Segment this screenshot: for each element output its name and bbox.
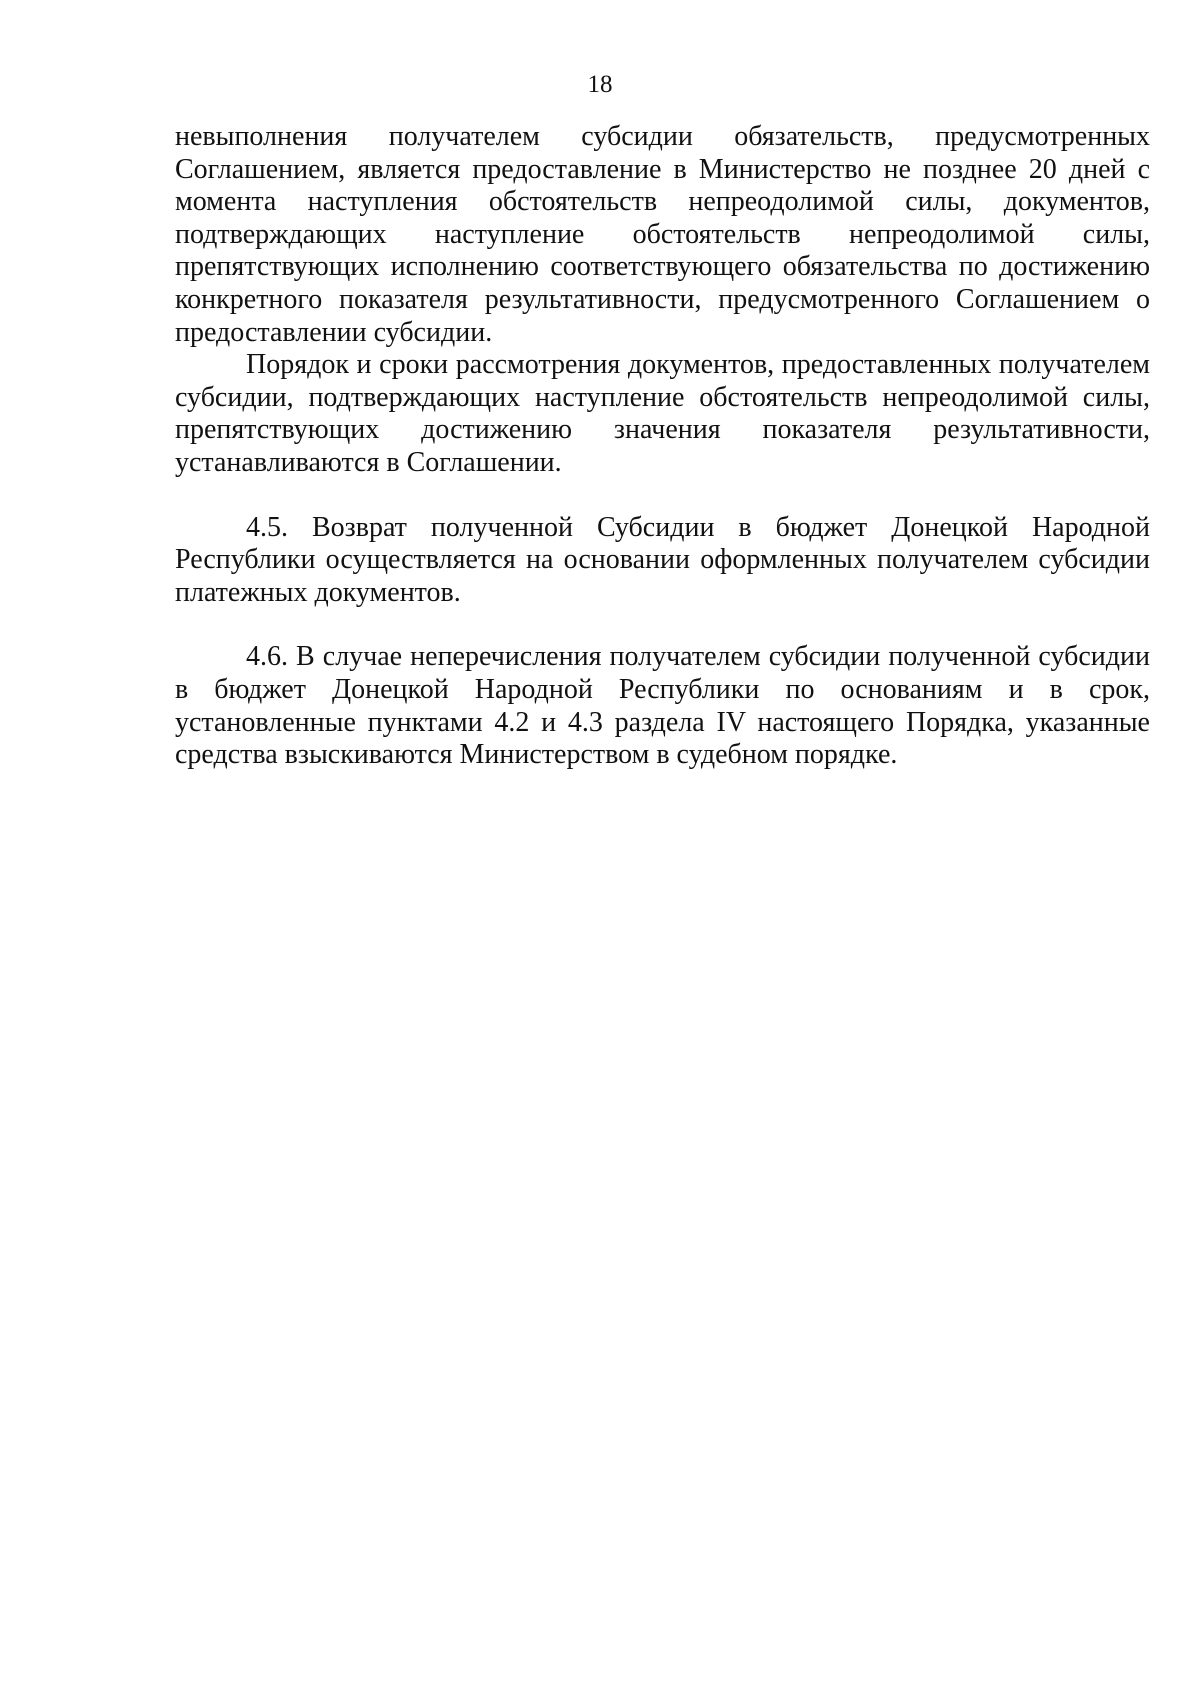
paragraph-4-5: 4.5. Возврат полученной Субсидии в бюджет Донецкой Народной Республики осуществляется на основании оформленных получателем субсидии платежных документов.: [175, 511, 1150, 608]
paragraph-4-6: 4.6. В случае неперечисления получателем субсидии полученной субсидии в бюджет Донецкой Народной Республики по основаниям и в срок, установленные пунктами 4.2 и 4.3 раздела IV настоящего Порядка, указанные средства взыскиваются Министерством в судебном порядке.: [175, 641, 1150, 771]
document-body: [175, 121, 1150, 772]
page-number: 18: [587, 71, 613, 98]
paragraph-review-procedure: Порядок и сроки рассмотрения документов, предоставленных получателем субсидии, подтверждающих наступление обстоятельств непреодолимой силы, препятствующих достижению значения показателя результативности, устанавливаются в Соглашении.: [175, 349, 1150, 478]
paragraph-force-majeure-continuation: невыполнения получателем субсидии обязательств, предусмотренных Соглашением, является предоставление в Министерство не позднее 20 дней с момента наступления обстоятельств непреодолимой силы, документов, подтверждающих наступление обстоятельств непреодолимой силы, препятствующих исполнению соответствующего обязательства по достижению конкретного показателя результативности, предусмотренного Соглашением о предоставлении субсидии.: [175, 121, 1150, 348]
